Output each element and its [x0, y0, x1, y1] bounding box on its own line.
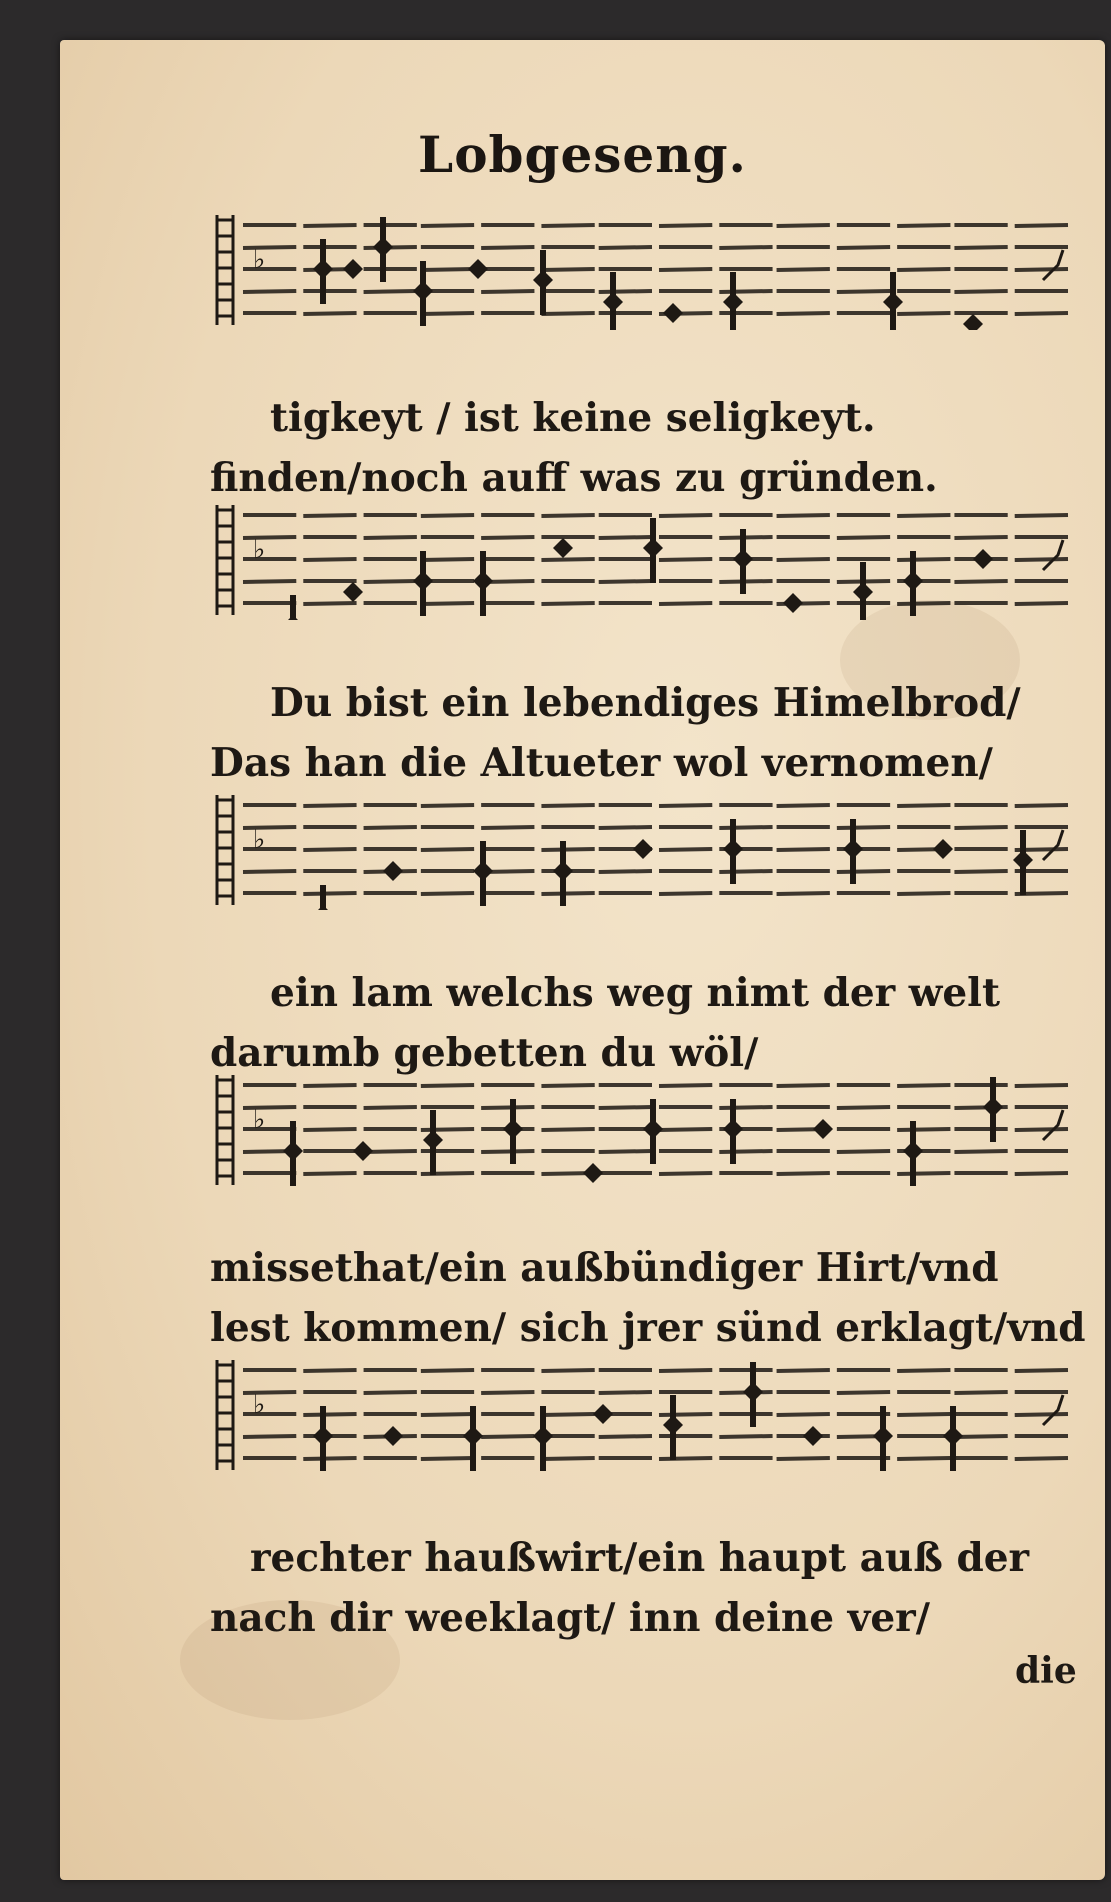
staff-svg: [213, 210, 1073, 330]
svg-text:♭: ♭: [253, 1390, 266, 1420]
staff-svg: [213, 790, 1073, 910]
lyric-line-4a: missethat/ein außbündiger Hirt/vnd: [210, 1245, 999, 1291]
lyric-line-1a: tigkeyt / ist keine seligkeyt.: [270, 395, 876, 441]
catchword: die: [1015, 1650, 1077, 1692]
staff-svg: [213, 1355, 1073, 1475]
svg-text:♭: ♭: [253, 245, 266, 275]
svg-text:♭: ♭: [253, 535, 266, 565]
staff-svg: [213, 1070, 1073, 1190]
music-staff-1: [213, 210, 1073, 330]
lyric-line-3a: ein lam welchs weg nimt der welt: [270, 970, 1001, 1016]
staff-svg: [213, 500, 1073, 620]
lyric-line-4b: lest kommen/ sich jrer sünd erklagt/vnd: [210, 1305, 1086, 1351]
music-staff-4: [213, 1070, 1073, 1190]
svg-text:♭: ♭: [253, 1105, 266, 1135]
music-staff-2: [213, 500, 1073, 620]
lyric-line-5b: nach dir weeklagt/ inn deine ver/: [210, 1595, 930, 1641]
page-heading: Lobgeseng.: [418, 125, 747, 184]
lyric-line-1b: finden/noch auff was zu gründen.: [210, 455, 938, 501]
book-page: [60, 40, 1105, 1880]
music-staff-5: [213, 1355, 1073, 1475]
lyric-line-2a: Du bist ein lebendiges Himelbrod/: [270, 680, 1021, 726]
lyric-line-3b: darumb gebetten du wöl/: [210, 1030, 759, 1076]
svg-text:♭: ♭: [253, 825, 266, 855]
lyric-line-5a: rechter haußwirt/ein haupt auß der: [250, 1535, 1030, 1581]
lyric-line-2b: Das han die Altueter wol vernomen/: [210, 740, 993, 786]
music-staff-3: [213, 790, 1073, 910]
